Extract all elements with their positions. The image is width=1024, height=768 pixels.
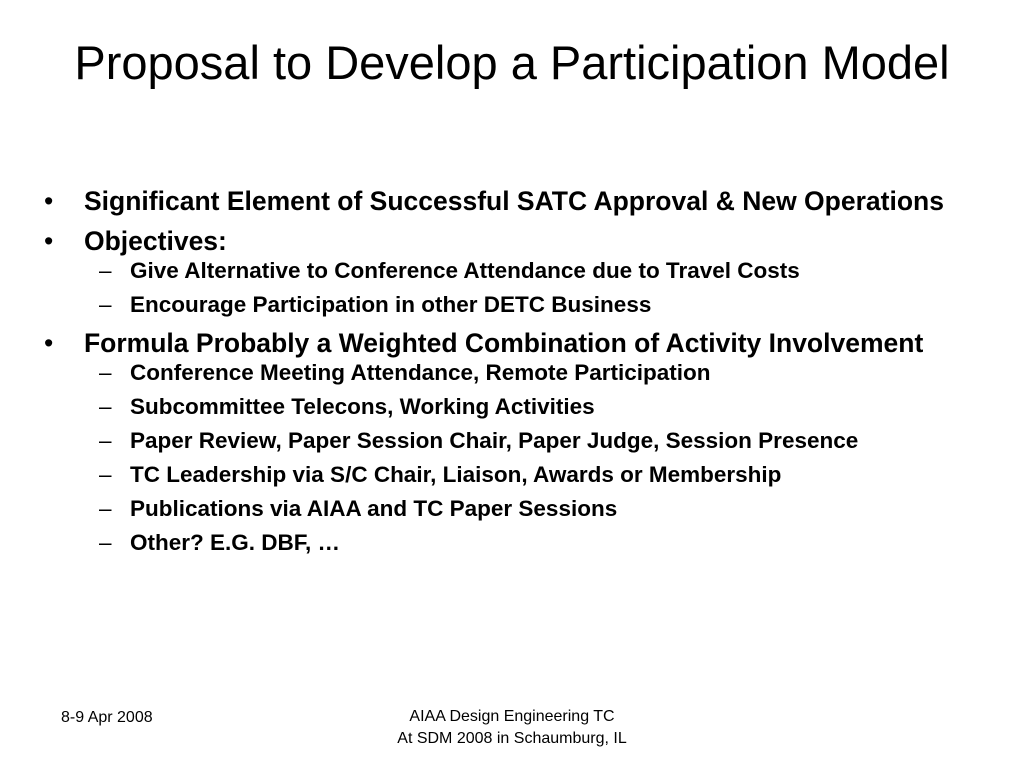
dash-marker: – (99, 394, 112, 419)
footer-line-2: At SDM 2008 in Schaumburg, IL (397, 730, 627, 747)
sub-bullet-text: Publications via AIAA and TC Paper Sessions (130, 496, 618, 521)
dash-marker: – (99, 496, 112, 521)
bullet-marker: • (44, 186, 54, 216)
sub-bullet-list (84, 360, 994, 556)
sub-bullet-list (84, 258, 994, 318)
sub-bullet-text: Conference Meeting Attendance, Remote Participation (130, 360, 711, 385)
sub-bullet-item (84, 292, 994, 318)
sub-bullet-text: Other? E.G. DBF, … (130, 530, 341, 555)
dash-marker: – (99, 530, 112, 555)
sub-bullet-item (84, 394, 994, 420)
sub-bullet-text: Subcommittee Telecons, Working Activities (130, 394, 595, 419)
sub-bullet-text: Encourage Participation in other DETC Business (130, 292, 652, 317)
bullet-item (44, 186, 994, 216)
slide-title: Proposal to Develop a Participation Model (74, 36, 950, 89)
bullet-item (44, 226, 994, 318)
bullet-list (44, 186, 994, 566)
bullet-marker: • (44, 328, 54, 358)
sub-bullet-item (84, 462, 994, 488)
bullet-text: Formula Probably a Weighted Combination of Activity Involvement (84, 328, 924, 358)
bullet-item (44, 328, 994, 556)
footer-date: 8-9 Apr 2008 (61, 709, 153, 726)
dash-marker: – (99, 360, 112, 385)
bullet-marker: • (44, 226, 54, 256)
footer-line-1: AIAA Design Engineering TC (409, 708, 615, 725)
footer-organization (300, 706, 724, 750)
bullet-text: Significant Element of Successful SATC Approval & New Operations (84, 186, 944, 216)
bullet-text: Objectives: (84, 226, 227, 256)
sub-bullet-text: TC Leadership via S/C Chair, Liaison, Awards or Membership (130, 462, 782, 487)
sub-bullet-item (84, 360, 994, 386)
dash-marker: – (99, 428, 112, 453)
dash-marker: – (99, 462, 112, 487)
dash-marker: – (99, 258, 112, 283)
sub-bullet-item (84, 258, 994, 284)
sub-bullet-item (84, 530, 994, 556)
dash-marker: – (99, 292, 112, 317)
sub-bullet-item (84, 428, 994, 454)
sub-bullet-item (84, 496, 994, 522)
sub-bullet-text: Give Alternative to Conference Attendance due to Travel Costs (130, 258, 800, 283)
sub-bullet-text: Paper Review, Paper Session Chair, Paper Judge, Session Presence (130, 428, 859, 453)
